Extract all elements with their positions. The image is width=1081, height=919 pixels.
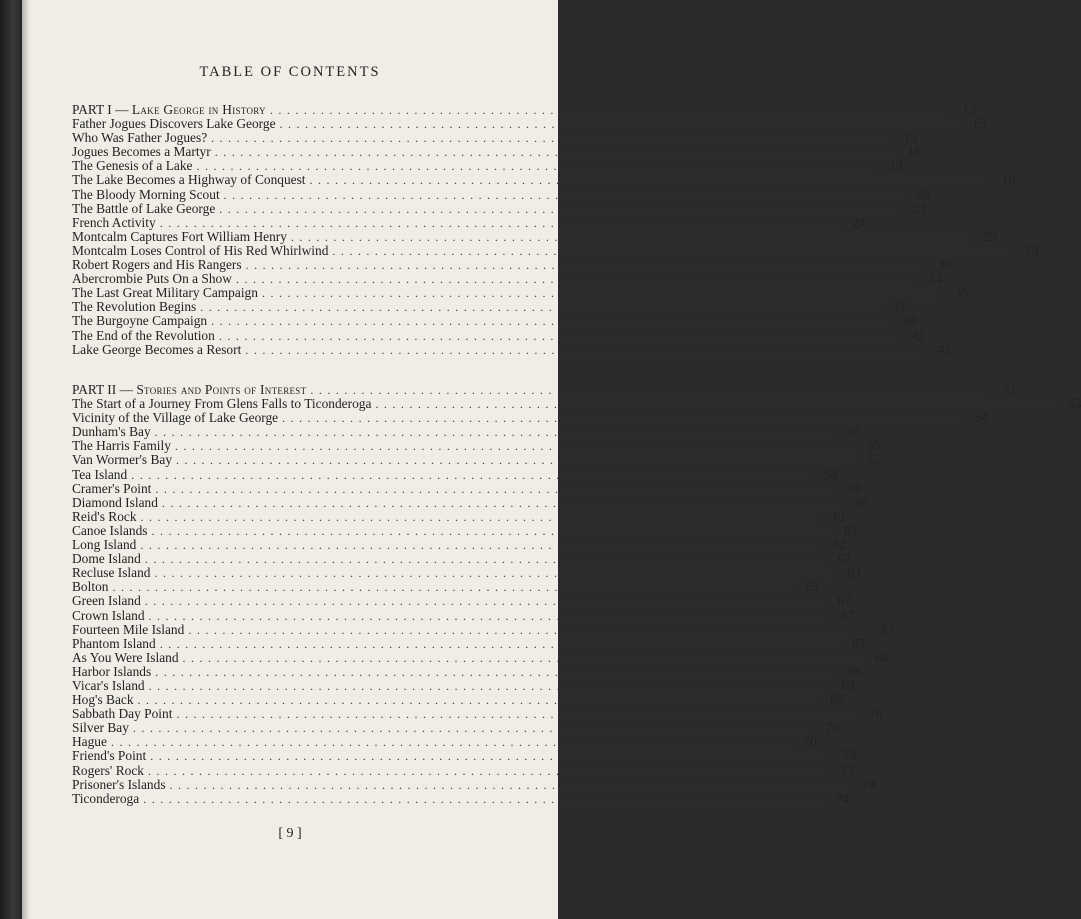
- toc-entry-label: French Activity: [72, 214, 156, 230]
- toc-entry: [72, 480, 862, 496]
- dot-leader: ................................................................................: [176, 707, 857, 722]
- toc-page-number: 63: [847, 565, 861, 581]
- dot-leader: ................................................................................: [148, 608, 829, 623]
- toc-entry: [72, 466, 838, 482]
- toc-entry-label: Green Island: [72, 593, 141, 609]
- toc-page-number: 15: [972, 116, 986, 132]
- toc-page-number: 67: [880, 621, 895, 637]
- toc-entry: [72, 677, 855, 693]
- dot-leader: ................................................................................: [132, 721, 813, 736]
- toc-entry: [72, 130, 918, 146]
- toc-page-number: 62: [837, 551, 851, 567]
- toc-entry-label: The Bloody Morning Scout: [72, 186, 220, 202]
- toc-entry-label: Hog's Back: [72, 692, 134, 708]
- toc-page-number: 70: [803, 734, 817, 750]
- dot-leader: ................................................................................: [159, 215, 840, 230]
- toc-page-number: 25: [983, 228, 997, 244]
- toc-page-number: 24: [852, 214, 866, 230]
- dot-leader: ................................................................................: [188, 622, 869, 637]
- toc-entry: [72, 424, 861, 440]
- dot-leader: ................................................................................: [218, 328, 899, 343]
- toc-page-number: 29: [1025, 242, 1039, 258]
- toc-entry-label: Canoe Islands: [72, 522, 148, 538]
- dot-leader: ................................................................................: [161, 495, 842, 510]
- dot-leader: ................................................................................: [211, 131, 892, 146]
- toc-page-number: 15: [903, 130, 918, 146]
- dot-leader: ................................................................................: [245, 342, 926, 357]
- toc-entry: [72, 551, 851, 567]
- toc-entry-label: The Harris Family: [72, 438, 171, 454]
- toc-entry: [72, 734, 817, 750]
- toc-page-number: 38: [903, 313, 918, 329]
- dot-leader: ................................................................................: [214, 145, 895, 160]
- toc-entry-label: Montcalm Captures Fort William Henry: [72, 228, 287, 244]
- toc-entry-list: [72, 396, 1081, 806]
- toc-part-2: [72, 382, 1081, 806]
- page-number-footer: [ 9 ]: [278, 826, 302, 841]
- toc-entry-label: The End of the Revolution: [72, 327, 215, 343]
- toc-entry-label: The Genesis of a Lake: [72, 158, 193, 174]
- toc-entry: [72, 748, 857, 764]
- toc-entry-label: Sabbath Day Point: [72, 706, 173, 722]
- toc-page-number: 63: [805, 579, 819, 595]
- dot-leader: ................................................................................: [154, 566, 835, 581]
- toc-entry: [72, 438, 881, 454]
- toc-entry-label: Montcalm Loses Control of His Red Whirlwind: [72, 242, 329, 258]
- toc-entry-label: Crown Island: [72, 607, 145, 623]
- dot-leader: ................................................................................: [150, 749, 831, 764]
- toc-entry: [72, 396, 1081, 412]
- toc-entry-label: Friend's Point: [72, 748, 147, 764]
- toc-entry: [72, 706, 883, 722]
- toc-entry-label: The Lake Becomes a Highway of Conquest: [72, 172, 306, 188]
- toc-entry: [72, 313, 918, 329]
- dot-leader: ................................................................................: [154, 425, 835, 440]
- dot-leader: ................................................................................: [211, 314, 892, 329]
- toc-page-number: 58: [823, 466, 838, 482]
- dot-leader: ................................................................................: [140, 538, 821, 553]
- dot-leader: ................................................................................: [235, 272, 916, 287]
- dot-leader: ................................................................................: [159, 636, 840, 651]
- toc-entry: [72, 242, 1039, 258]
- toc-entry: [72, 565, 861, 581]
- dot-leader: ................................................................................: [310, 383, 991, 397]
- toc-page-number: 45: [937, 341, 952, 357]
- toc-entry: [72, 144, 921, 160]
- toc-entry-label: Abercrombie Puts On a Show: [72, 271, 232, 287]
- toc-entry-label: Tea Island: [72, 466, 128, 482]
- toc-entry-label: Jogues Becomes a Martyr: [72, 144, 211, 160]
- toc-entry: [72, 271, 942, 287]
- toc-entry-label: Diamond Island: [72, 494, 158, 510]
- toc-entry-label: The Revolution Begins: [72, 299, 197, 315]
- toc-page-number: 58: [848, 480, 862, 496]
- toc-page-number: 68: [847, 663, 862, 679]
- dot-leader: ................................................................................: [151, 523, 832, 538]
- toc-entry: [72, 663, 862, 679]
- dot-leader: ................................................................................: [261, 286, 942, 301]
- toc-entry: [72, 593, 851, 609]
- toc-entry: [72, 508, 847, 524]
- toc-entry-label: Recluse Island: [72, 565, 151, 581]
- toc-page-number: 23: [911, 200, 926, 216]
- toc-page-number: 73: [842, 748, 857, 764]
- toc-entry-label: PART II — Stories and Points of Interest: [72, 382, 307, 397]
- toc-entry: [72, 200, 926, 216]
- toc-entry: [72, 649, 889, 665]
- dot-leader: ................................................................................: [112, 580, 793, 595]
- dot-leader: ................................................................................: [282, 411, 963, 426]
- toc-page-number: 53: [1068, 396, 1081, 412]
- dot-leader: ................................................................................: [309, 173, 990, 188]
- toc-entry: [72, 116, 986, 132]
- toc-entry-label: Lake George Becomes a Resort: [72, 341, 242, 357]
- book-spine: [0, 0, 22, 919]
- toc-page-number: 67: [841, 607, 855, 623]
- dot-leader: ................................................................................: [144, 594, 825, 609]
- toc-entry-label: Hague: [72, 734, 107, 750]
- toc-entry: [72, 776, 876, 792]
- toc-entry: [72, 522, 858, 538]
- toc-entry-label: Rogers' Rock: [72, 762, 144, 778]
- toc-entry: [72, 158, 903, 174]
- toc-entry-label: As You Were Island: [72, 649, 179, 665]
- toc-entry-label: Vicinity of the Village of Lake George: [72, 410, 279, 426]
- toc-entry-label: The Burgoyne Campaign: [72, 313, 208, 329]
- toc-part-heading: [72, 102, 976, 117]
- toc-entry-label: Dunham's Bay: [72, 424, 151, 440]
- toc-page-number: 51: [1003, 382, 1017, 397]
- dot-leader: ................................................................................: [147, 763, 828, 778]
- toc-entry: [72, 579, 819, 595]
- toc-page-number: 62: [844, 522, 858, 538]
- dot-leader: ................................................................................: [290, 229, 971, 244]
- toc-entry: [72, 285, 968, 301]
- toc-page-number: 62: [832, 537, 847, 553]
- toc-page-number: 55: [847, 424, 861, 440]
- toc-entry: [72, 257, 952, 273]
- page-gutter-shadow: [22, 0, 30, 919]
- toc-page-number: 37: [892, 299, 907, 315]
- toc-page-number: 30: [938, 257, 952, 273]
- dot-leader: ................................................................................: [269, 103, 950, 117]
- toc-entry-label: Dome Island: [72, 551, 141, 567]
- toc-entry: [72, 692, 844, 708]
- toc-page-number: 55: [867, 438, 881, 454]
- toc-entry-label: Silver Bay: [72, 720, 129, 736]
- dot-leader: ................................................................................: [148, 678, 829, 693]
- toc-page-number: 54: [974, 410, 989, 426]
- toc-page-number: 34: [928, 271, 942, 287]
- dot-leader: ................................................................................: [219, 201, 900, 216]
- toc-entry-label: Vicar's Island: [72, 677, 145, 693]
- toc-page-number: 20: [916, 186, 930, 202]
- dot-leader: ................................................................................: [140, 509, 821, 524]
- toc-page-number: 67: [852, 635, 866, 651]
- toc-entry-label: Fourteen Mile Island: [72, 621, 185, 637]
- toc-entry-label: Ticonderoga: [72, 790, 140, 806]
- toc-entry: [72, 762, 854, 778]
- toc-entry: [72, 410, 989, 426]
- dot-leader: ................................................................................: [245, 258, 926, 273]
- dot-leader: ................................................................................: [144, 552, 825, 567]
- toc-page-number: 57: [868, 452, 883, 468]
- toc-page-number: 61: [833, 508, 847, 524]
- toc-entry-label: Prisoner's Islands: [72, 776, 166, 792]
- toc-entry-list: [72, 116, 1039, 357]
- toc-entry-label: Cramer's Point: [72, 480, 152, 496]
- dot-leader: ................................................................................: [174, 439, 855, 454]
- toc-entry: [72, 790, 850, 806]
- toc-entry: [72, 635, 866, 651]
- dot-leader: ................................................................................: [110, 735, 791, 750]
- toc-page-number: 70: [869, 706, 883, 722]
- toc-entry: [72, 621, 895, 637]
- toc-part-heading: [72, 382, 1017, 397]
- book-page: [22, 0, 1081, 919]
- toc-entry-label: The Battle of Lake George: [72, 200, 216, 216]
- toc-page-number: 69: [830, 692, 844, 708]
- toc-page-number: 73: [840, 762, 854, 778]
- dot-leader: ................................................................................: [332, 243, 1013, 258]
- dot-leader: ................................................................................: [223, 187, 904, 202]
- toc-page-number: 19: [889, 158, 903, 174]
- toc-page-number: 68: [875, 649, 889, 665]
- toc-entry: [72, 214, 866, 230]
- toc-entry-label: Long Island: [72, 537, 137, 553]
- toc-entry-label: Phantom Island: [72, 635, 156, 651]
- toc-page-number: 36: [954, 285, 968, 301]
- toc-page-number: 19: [1002, 172, 1016, 188]
- toc-part-1: [72, 102, 1039, 357]
- toc-entry-label: The Start of a Journey From Glens Falls to Ticonderoga: [72, 396, 372, 412]
- toc-entry: [72, 341, 952, 357]
- dot-leader: ................................................................................: [196, 159, 877, 174]
- dot-leader: ................................................................................: [155, 481, 836, 496]
- toc-entry: [72, 494, 868, 510]
- toc-entry-label: Bolton: [72, 579, 109, 595]
- toc-page-number: 74: [835, 790, 850, 806]
- dot-leader: ................................................................................: [137, 693, 818, 708]
- toc-entry: [72, 299, 907, 315]
- toc-entry: [72, 172, 1016, 188]
- page-title: TABLE OF CONTENTS: [199, 64, 381, 80]
- toc-page-number: 69: [841, 677, 855, 693]
- toc-entry: [72, 327, 925, 343]
- toc-entry-label: Robert Rogers and His Rangers: [72, 257, 242, 273]
- dot-leader: ................................................................................: [169, 777, 850, 792]
- toc-entry-label: Harbor Islands: [72, 663, 152, 679]
- toc-entry: [72, 452, 883, 468]
- toc-entry-label: Who Was Father Jogues?: [72, 130, 208, 146]
- toc-entry-label: Van Wormer's Bay: [72, 452, 173, 468]
- toc-page-number: 70: [825, 720, 839, 736]
- dot-leader: ................................................................................: [279, 117, 960, 132]
- dot-leader: ................................................................................: [143, 791, 824, 806]
- toc-entry: [72, 720, 839, 736]
- toc-entry-label: Reid's Rock: [72, 508, 137, 524]
- toc-page-number: 13: [962, 102, 976, 117]
- toc-entry-label: Father Jogues Discovers Lake George: [72, 116, 276, 132]
- toc-page-number: 74: [862, 776, 876, 792]
- toc-page-number: 42: [911, 327, 925, 343]
- toc-entry: [72, 607, 855, 623]
- toc-page-number: 58: [854, 494, 868, 510]
- dot-leader: ................................................................................: [200, 300, 881, 315]
- toc-page-number: 67: [837, 593, 851, 609]
- toc-entry-label: PART I — Lake George in History: [72, 102, 266, 117]
- toc-entry: [72, 228, 997, 244]
- toc-entry: [72, 537, 847, 553]
- dot-leader: ................................................................................: [176, 453, 857, 468]
- dot-leader: ................................................................................: [155, 664, 836, 679]
- dot-leader: ................................................................................: [131, 467, 812, 482]
- toc-page-number: 16: [907, 144, 921, 160]
- toc-entry: [72, 186, 930, 202]
- dot-leader: ................................................................................: [375, 397, 1056, 412]
- dot-leader: ................................................................................: [182, 650, 863, 665]
- toc-entry-label: The Last Great Military Campaign: [72, 285, 258, 301]
